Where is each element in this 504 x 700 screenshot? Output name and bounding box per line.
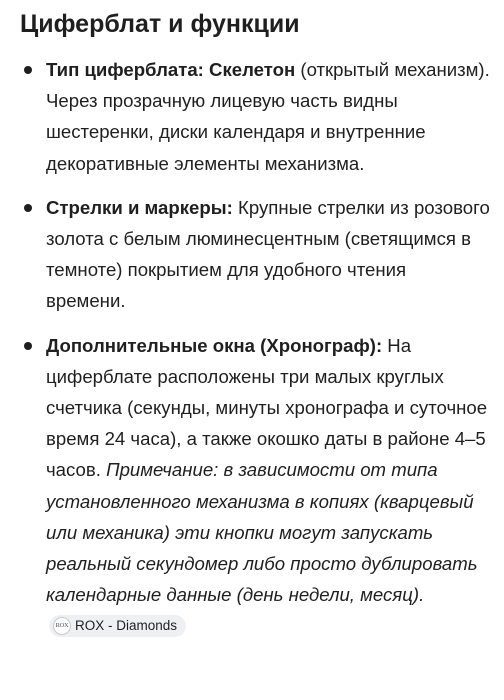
section-heading: Циферблат и функции	[20, 10, 300, 38]
item-text: Крупные стрелки из розового золота с белым люминесцентным (светящимся в темноте) покрытием для удобного чтения времени.	[46, 196, 490, 312]
item-term: Дополнительные окна (Хронограф):	[46, 334, 383, 356]
list-item-hands-markers	[0, 192, 504, 317]
item-text: (открытый механизм). Через прозрачную лицевую часть видны шестеренки, диски календаря и внутренние декоративные элементы механизма.	[46, 59, 490, 174]
bullet-icon	[24, 204, 32, 212]
source-label: ROX - Diamonds	[75, 618, 178, 634]
features-list	[0, 54, 504, 655]
item-note: Примечание: в зависимости от типа установленного механизма в копиях (кварцевый или механика) эти кнопки могут запускать реальный секундомер либо просто дублировать календарные данные (день недели, месяц).	[46, 459, 478, 606]
bullet-icon	[24, 342, 32, 350]
list-item-dial-type	[0, 54, 504, 179]
item-term: Тип циферблата: Скелетон	[46, 59, 296, 80]
source-chip[interactable]	[49, 615, 186, 637]
item-text: На циферблате расположены три малых круглых счетчика (секунды, минуты хронографа и суточное время 24 часа), а также окошко даты в районе 4–5 часов.	[46, 334, 488, 481]
bullet-icon	[24, 66, 32, 74]
item-term: Стрелки и маркеры:	[46, 196, 233, 218]
rox-logo-icon: ROX	[53, 617, 71, 635]
list-item-chronograph	[0, 330, 504, 642]
